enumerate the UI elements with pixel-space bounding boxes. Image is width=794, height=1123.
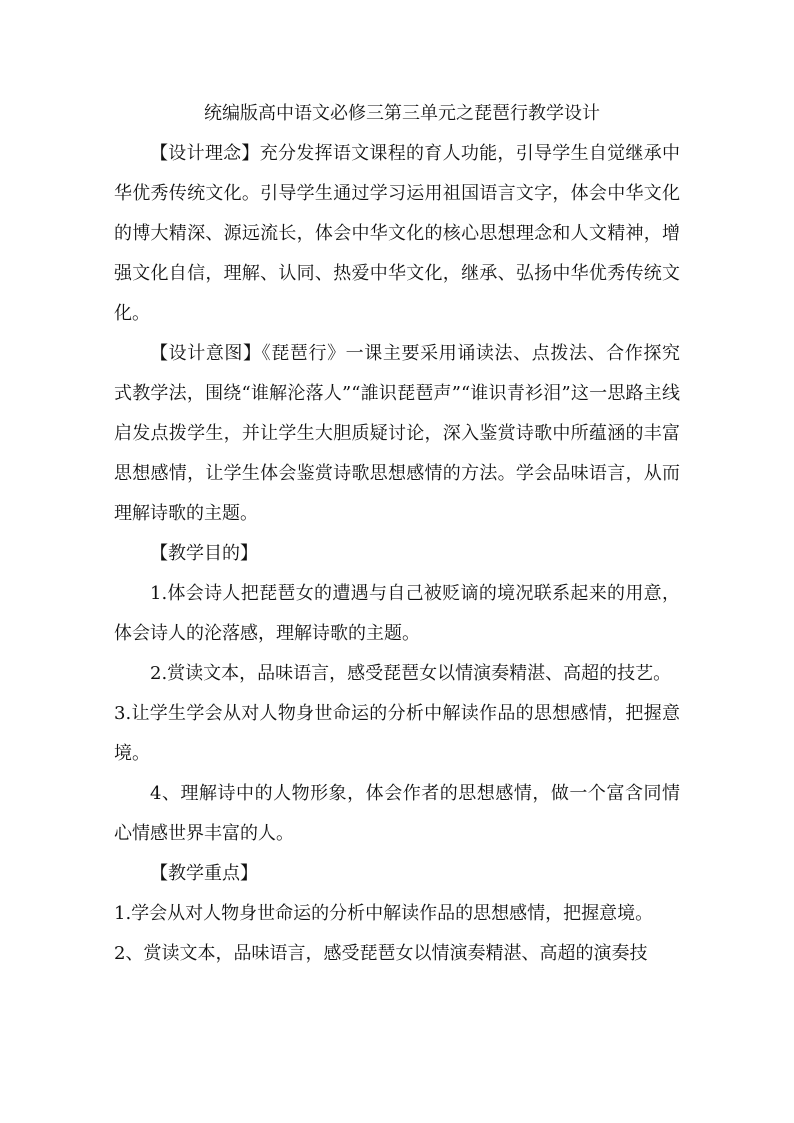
objectives-heading: 【教学目的】 bbox=[150, 543, 258, 564]
objective-item-1: 1.体会诗人把琵琶女的遭遇与自己被贬谪的境况联系起来的用意，体会诗人的沦落感，理解诗歌的主题。 bbox=[114, 583, 680, 644]
design-intent-paragraph: 【设计意图】《琵琶行》一课主要采用诵读法、点拨法、合作探究式教学法，围绕“谁解沦落人”“誰识琵琶声”“谁识青衫泪”这一思路主线启发点拨学生，并让学生大胆质疑讨论，深入鉴赏诗歌中所蕴涵的丰富思想感情，让学生体会鉴赏诗歌思想感情的方法。学会品味语言，从而理解诗歌的主题。 bbox=[114, 343, 680, 524]
objective-item-4: 4、理解诗中的人物形象，体会作者的思想感情，做一个富含同情心情感世界丰富的人。 bbox=[114, 783, 680, 844]
objective-item-3: 3.让学生学会从对人物身世命运的分析中解读作品的思想感情，把握意境。 bbox=[114, 703, 680, 764]
key-points-heading: 【教学重点】 bbox=[150, 863, 258, 884]
key-point-item-2: 2、赏读文本，品味语言，感受琵琶女以情演奏精湛、高超的演奏技 bbox=[114, 943, 648, 964]
document-body bbox=[114, 100, 680, 974]
document-title: 统编版高中语文必修三第三单元之琵琶行教学设计 bbox=[204, 103, 600, 124]
key-point-item-1: 1.学会从对人物身世命运的分析中解读作品的思想感情，把握意境。 bbox=[114, 903, 654, 924]
design-concept-paragraph: 【设计理念】充分发挥语文课程的育人功能，引导学生自觉继承中华优秀传统文化。引导学生通过学习运用祖国语言文字，体会中华文化的博大精深、源远流长，体会中华文化的核心思想理念和人文精神，增强文化自信，理解、认同、热爱中华文化，继承、弘扬中华优秀传统文化。 bbox=[114, 143, 680, 324]
objective-item-2: 2.赏读文本，品味语言，感受琵琶女以情演奏精湛、高超的技艺。 bbox=[150, 663, 672, 684]
